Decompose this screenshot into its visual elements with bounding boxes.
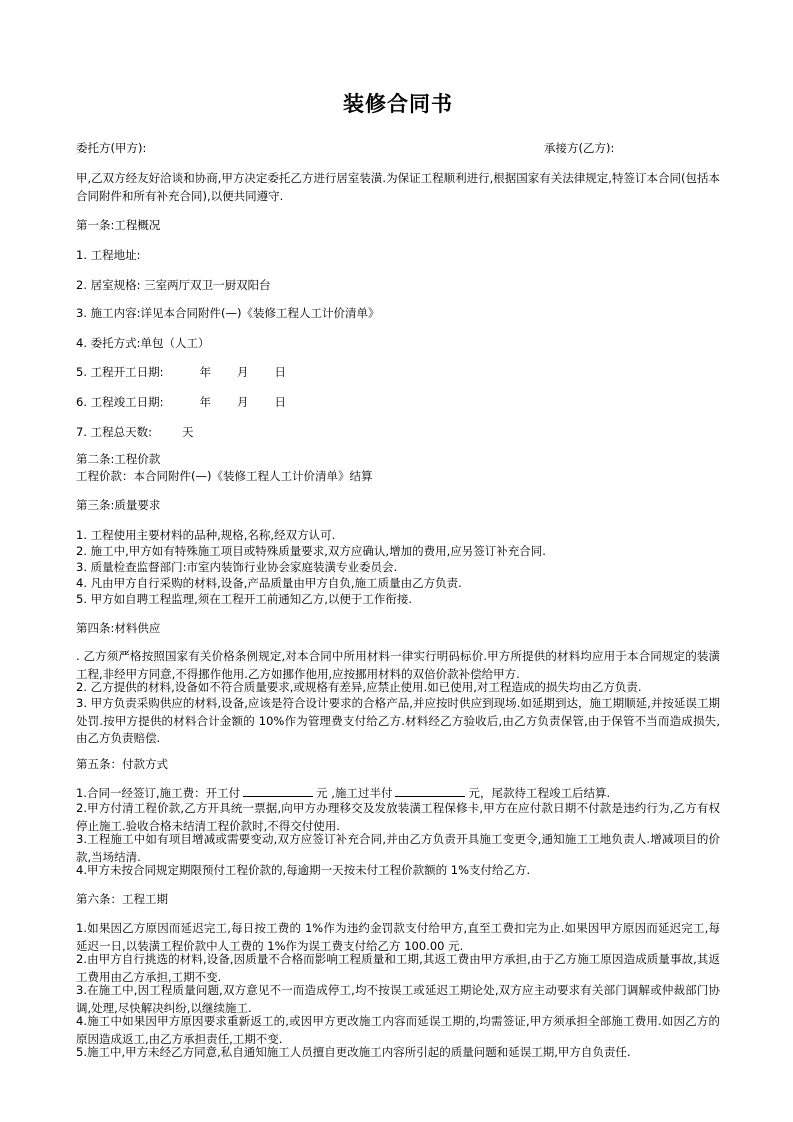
mid-payment-blank xyxy=(395,784,465,797)
article-1-item-7 xyxy=(76,424,194,441)
start-day-unit: 日 xyxy=(274,365,287,379)
end-day-unit: 日 xyxy=(274,395,287,409)
total-days-label: 7. 工程总天数: xyxy=(76,425,153,439)
article-1-item-1: 1. 工程地址: xyxy=(76,248,141,262)
end-year-unit: 年 xyxy=(199,395,212,409)
article-3-item-4: 4. 凡由甲方自行采购的材料,设备,产品质量由甲方自负,施工质量由乙方负责. xyxy=(76,576,462,590)
article-5-paragraph-4: 4.甲方未按合同规定期限预付工程价款的,每逾期一天按未付工程价款额的 1%支付给乙方. xyxy=(76,863,531,877)
days-unit: 天 xyxy=(182,425,194,439)
article-1-item-6 xyxy=(76,394,286,411)
article-6-paragraph-5: 5.施工中,甲方未经乙方同意,私自通知施工人员擅自更改施工内容所引起的质量问题和延误工期,甲方自负责任. xyxy=(76,1045,631,1059)
article-6-paragraph-2: 2.由甲方自行挑选的材料,设备,因质量不合格而影响工程质量和工期,其返工费由甲方承担,由于乙方施工原因造成质量事故,其返工费用由乙方承担,工期不变. xyxy=(76,952,720,984)
start-month-unit: 月 xyxy=(237,365,249,379)
article-5-paragraph-3: 3.工程施工中如有项目增减或需要变动,双方应签订补充合同,并由乙方负责开具施工变更令,通知施工工地负责人.增减项目的价款,当场结清. xyxy=(76,832,720,864)
article-6-paragraph-1: 1.如果因乙方原因而延迟完工,每日按工费的 1%作为违约金罚款支付给甲方,直至工费扣完为止.如果因甲方原因而延迟完工,每延迟一日,以装潢工程价款中人工费的 1%作为误工费支付给乙方 100.00 元. xyxy=(76,921,720,953)
article-5-paragraph-2: 2.甲方付清工程价款,乙方开具统一票据,向甲方办理移交及发放装潢工程保修卡,甲方在应付款日期不付款是违约行为,乙方有权停止施工.验收合格未结清工程价款时,不得交付使用. xyxy=(76,801,720,833)
article-1-heading: 第一条:工程概况 xyxy=(76,218,161,232)
article-2-heading: 第二条:工程价款 xyxy=(76,452,161,466)
article-5-heading: 第五条：付款方式 xyxy=(76,757,168,771)
payment-mid-text: 元 ,施工过半付 xyxy=(316,786,393,800)
article-3-item-2: 2. 施工中,甲方如有特殊施工项目或特殊质量要求,双方应确认,增加的费用,应另签订补充合同. xyxy=(76,544,546,558)
article-2-text: 工程价款：本合同附件(—)《装修工程人工计价清单》结算 xyxy=(76,469,373,483)
article-3-heading: 第三条:质量要求 xyxy=(76,498,161,512)
start-payment-blank xyxy=(243,784,313,797)
article-6-paragraph-4: 4.施工中如果因甲方原因要求重新返工的,或因甲方更改施工内容而延误工期的,均需签证,甲方须承担全部施工费用.如因乙方的原因造成返工,由乙方承担责任,工期不变. xyxy=(76,1014,720,1046)
article-6-paragraph-3: 3.在施工中,因工程质量问题,双方意见不一而造成停工,均不按误工或延迟工期论处,双方应主动要求有关部门调解或仲裁部门协调,处理,尽快解决纠纷,以继续施工. xyxy=(76,983,720,1015)
page-title: 装修合同书 xyxy=(343,92,453,116)
article-3-item-1: 1. 工程使用主要材料的品种,规格,名称,经双方认可. xyxy=(76,528,336,542)
client-label: 委托方(甲方): xyxy=(76,141,147,155)
article-6-heading: 第六条：工程工期 xyxy=(76,892,168,906)
payment-start-text: 1.合同一经签订,施工费：开工付 xyxy=(76,786,241,800)
start-date-label: 5. 工程开工日期: xyxy=(76,365,164,379)
article-3-item-5: 5. 甲方如自聘工程监理,须在工程开工前通知乙方,以便于工作衔接. xyxy=(76,592,413,606)
article-1-item-3: 3. 施工内容:详见本合同附件(—)《装修工程人工计价清单》 xyxy=(76,306,380,320)
article-1-item-2: 2. 居室规格: 三室两厅双卫一厨双阳台 xyxy=(76,278,271,292)
article-1-item-5 xyxy=(76,364,286,381)
end-month-unit: 月 xyxy=(237,395,249,409)
article-4-paragraph-2: 2. 乙方提供的材料,设备如不符合质量要求,或规格有差异,应禁止使用.如已使用,对工程造成的损失均由乙方负责. xyxy=(76,680,642,694)
payment-end-text: 元，尾款待工程竣工后结算. xyxy=(468,786,611,800)
article-1-item-4: 4. 委托方式:单包（人工） xyxy=(76,336,210,350)
article-4-paragraph-3: 3. 甲方负责采购供应的材料,设备,应该是符合设计要求的合格产品,并应按时供应到现场.如延期到达，施工期顺延,并按延误工期处罚.按甲方提供的材料合计金额的 10%作为管理费支付给乙方.材料经乙方验收后,由乙方负责保管,由于保管不当而造成损失,由乙方负责赔偿. xyxy=(76,696,720,745)
contractor-label: 承接方(乙方): xyxy=(544,141,615,155)
end-date-label: 6. 工程竣工日期: xyxy=(76,395,164,409)
article-3-item-3: 3. 质量检查监督部门:市室内装饰行业协会家庭装潢专业委员会. xyxy=(76,560,398,574)
intro-paragraph: 甲,乙双方经友好洽谈和协商,甲方决定委托乙方进行居室装潢.为保证工程顺利进行,根据国家有关法律规定,特签订本合同(包括本合同附件和所有补充合同),以便共同遵守. xyxy=(76,171,720,203)
start-year-unit: 年 xyxy=(199,365,212,379)
article-4-paragraph-1: . 乙方须严格按照国家有关价格条例规定,对本合同中所用材料一律实行明码标价.甲方所提供的材料均应用于本合同规定的装潢工程,非经甲方同意,不得挪作他用.乙方如挪作他用,应按挪用材料的双倍价款补偿给甲方. xyxy=(76,649,720,681)
article-4-heading: 第四条:材料供应 xyxy=(76,621,161,635)
